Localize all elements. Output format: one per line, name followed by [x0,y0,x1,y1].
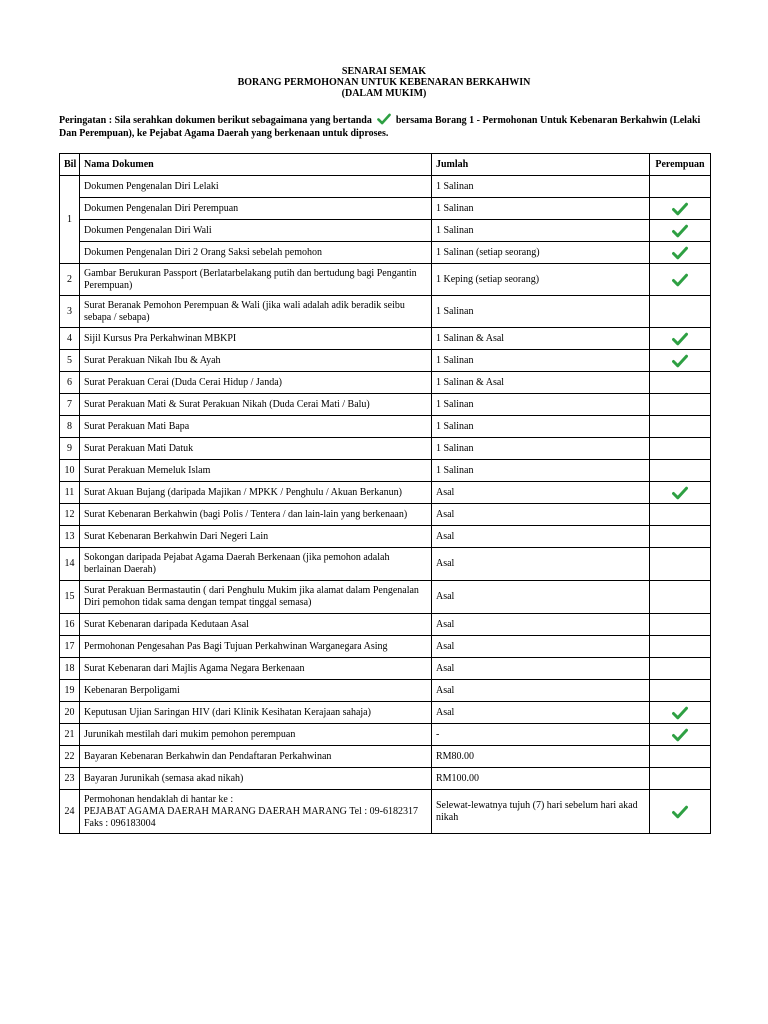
row-bil: 16 [60,614,80,636]
table-row [60,296,711,328]
table-body [60,176,711,834]
table-row [60,548,711,581]
table-row [60,460,711,482]
row-bil: 19 [60,680,80,702]
table-row [60,614,711,636]
check-icon [672,273,688,287]
row-document-name: Sokongan daripada Pejabat Agama Daerah Berkenaan (jika pemohon adalah berlainan Daerah) [80,548,432,581]
check-icon [377,113,391,125]
row-perempuan-cell [650,790,711,834]
table-row [60,372,711,394]
table-header-row [60,154,711,176]
table-row [60,350,711,372]
row-quantity: Selewat-lewatnya tujuh (7) hari sebelum hari akad nikah [432,790,650,834]
row-document-name: Permohonan hendaklah di hantar ke : PEJABAT AGAMA DAERAH MARANG DAERAH MARANG Tel : 09-6182317 Faks : 096183004 [80,790,432,834]
table-row [60,264,711,296]
row-bil: 1 [60,176,80,264]
row-perempuan-cell [650,198,711,220]
table-row [60,328,711,350]
row-quantity: 1 Salinan [432,350,650,372]
row-perempuan-cell [650,220,711,242]
row-perempuan-cell [650,768,711,790]
document-checklist-table [59,153,711,834]
table-row [60,581,711,614]
row-perempuan-cell [650,482,711,504]
row-document-name: Surat Kebenaran Berkahwin Dari Negeri Lain [80,526,432,548]
check-icon [672,486,688,500]
table-row [60,768,711,790]
table-row [60,790,711,834]
row-bil: 7 [60,394,80,416]
table-row [60,702,711,724]
row-bil: 3 [60,296,80,328]
row-perempuan-cell [650,526,711,548]
row-document-name: Dokumen Pengenalan Diri Perempuan [80,198,432,220]
row-document-name: Keputusan Ujian Saringan HIV (dari Klinik Kesihatan Kerajaan sahaja) [80,702,432,724]
row-document-name: Jurunikah mestilah dari mukim pemohon perempuan [80,724,432,746]
row-document-name: Dokumen Pengenalan Diri Lelaki [80,176,432,198]
title-line-3: (DALAM MUKIM) [341,88,427,99]
row-bil: 18 [60,658,80,680]
row-document-name: Surat Perakuan Mati Datuk [80,438,432,460]
row-bil: 2 [60,264,80,296]
table-row [60,416,711,438]
row-perempuan-cell [650,724,711,746]
row-quantity: Asal [432,658,650,680]
row-quantity: Asal [432,526,650,548]
row-quantity: Asal [432,680,650,702]
row-bil: 9 [60,438,80,460]
table-row [60,680,711,702]
row-bil: 20 [60,702,80,724]
row-perempuan-cell [650,680,711,702]
row-quantity: RM100.00 [432,768,650,790]
table-row [60,176,711,198]
row-document-name: Bayaran Jurunikah (semasa akad nikah) [80,768,432,790]
row-bil: 14 [60,548,80,581]
row-bil: 22 [60,746,80,768]
row-document-name: Surat Perakuan Cerai (Duda Cerai Hidup / Janda) [80,372,432,394]
row-perempuan-cell [650,658,711,680]
row-perempuan-cell [650,746,711,768]
title-line-1: SENARAI SEMAK [341,66,427,77]
table-row [60,636,711,658]
row-bil: 15 [60,581,80,614]
row-quantity: 1 Salinan [432,438,650,460]
table-row [60,242,711,264]
check-icon [672,706,688,720]
row-bil: 11 [60,482,80,504]
row-perempuan-cell [650,350,711,372]
row-perempuan-cell [650,504,711,526]
row-document-name: Gambar Berukuran Passport (Berlatarbelakang putih dan bertudung bagi Pengantin Perempuan) [80,264,432,296]
row-bil: 12 [60,504,80,526]
row-bil: 21 [60,724,80,746]
row-quantity: 1 Salinan [432,394,650,416]
row-document-name: Kebenaran Berpoligami [80,680,432,702]
row-document-name: Dokumen Pengenalan Diri 2 Orang Saksi sebelah pemohon [80,242,432,264]
row-quantity: 1 Salinan [432,296,650,328]
table-row [60,504,711,526]
check-icon [672,246,688,260]
row-quantity: Asal [432,581,650,614]
row-perempuan-cell [650,176,711,198]
row-quantity: 1 Salinan [432,220,650,242]
document-title [0,66,768,99]
column-header-bil: Bil [60,154,80,176]
table-row [60,394,711,416]
row-document-name: Surat Perakuan Bermastautin ( dari Penghulu Mukim jika alamat dalam Pengenalan Diri pemohon tidak sama dengan tempat tinggal semasa) [80,581,432,614]
table-row [60,526,711,548]
row-document-name: Surat Perakuan Mati Bapa [80,416,432,438]
table-row [60,746,711,768]
row-bil: 17 [60,636,80,658]
table-row [60,438,711,460]
row-quantity: 1 Salinan [432,416,650,438]
row-perempuan-cell [650,242,711,264]
table-row [60,482,711,504]
row-document-name: Sijil Kursus Pra Perkahwinan MBKPI [80,328,432,350]
row-perempuan-cell [650,394,711,416]
row-quantity: RM80.00 [432,746,650,768]
row-quantity: 1 Salinan (setiap seorang) [432,242,650,264]
row-quantity: Asal [432,636,650,658]
row-quantity: - [432,724,650,746]
check-icon [672,728,688,742]
column-header-nama-dokumen: Nama Dokumen [80,154,432,176]
row-perempuan-cell [650,372,711,394]
row-bil: 24 [60,790,80,834]
table-row [60,198,711,220]
row-document-name: Surat Perakuan Memeluk Islam [80,460,432,482]
row-quantity: 1 Salinan & Asal [432,372,650,394]
check-icon [672,224,688,238]
row-quantity: Asal [432,482,650,504]
check-icon [672,805,688,819]
row-bil: 8 [60,416,80,438]
row-perempuan-cell [650,438,711,460]
notice-part-1: Peringatan : Sila serahkan dokumen berikut sebagaimana yang bertanda [59,115,372,126]
row-quantity: 1 Salinan [432,460,650,482]
row-bil: 6 [60,372,80,394]
row-quantity: Asal [432,614,650,636]
row-document-name: Dokumen Pengenalan Diri Wali [80,220,432,242]
row-quantity: 1 Salinan [432,176,650,198]
row-bil: 23 [60,768,80,790]
row-document-name: Surat Perakuan Nikah Ibu & Ayah [80,350,432,372]
row-quantity: Asal [432,702,650,724]
notice-text [59,113,719,140]
row-quantity: 1 Keping (setiap seorang) [432,264,650,296]
row-perempuan-cell [650,636,711,658]
table-row [60,658,711,680]
row-bil: 10 [60,460,80,482]
row-perempuan-cell [650,581,711,614]
row-document-name: Surat Akuan Bujang (daripada Majikan / MPKK / Penghulu / Akuan Berkanun) [80,482,432,504]
row-quantity: Asal [432,548,650,581]
row-document-name: Surat Kebenaran dari Majlis Agama Negara Berkenaan [80,658,432,680]
title-line-2: BORANG PERMOHONAN UNTUK KEBENARAN BERKAHWIN [237,77,531,88]
check-icon [672,202,688,216]
check-icon [672,332,688,346]
row-quantity: 1 Salinan [432,198,650,220]
row-document-name: Permohonan Pengesahan Pas Bagi Tujuan Perkahwinan Warganegara Asing [80,636,432,658]
row-quantity: 1 Salinan & Asal [432,328,650,350]
column-header-perempuan: Perempuan [650,154,711,176]
row-bil: 13 [60,526,80,548]
row-document-name: Surat Kebenaran Berkahwin (bagi Polis / Tentera / dan lain-lain yang berkenaan) [80,504,432,526]
table-row [60,220,711,242]
row-quantity: Asal [432,504,650,526]
row-perempuan-cell [650,416,711,438]
row-document-name: Surat Kebenaran daripada Kedutaan Asal [80,614,432,636]
row-perempuan-cell [650,460,711,482]
row-perempuan-cell [650,264,711,296]
row-perempuan-cell [650,296,711,328]
table-row [60,724,711,746]
check-icon [672,354,688,368]
row-perempuan-cell [650,548,711,581]
row-document-name: Surat Beranak Pemohon Perempuan & Wali (jika wali adalah adik beradik seibu sebapa / sebapa) [80,296,432,328]
row-document-name: Surat Perakuan Mati & Surat Perakuan Nikah (Duda Cerai Mati / Balu) [80,394,432,416]
row-bil: 5 [60,350,80,372]
row-document-name: Bayaran Kebenaran Berkahwin dan Pendaftaran Perkahwinan [80,746,432,768]
column-header-jumlah: Jumlah [432,154,650,176]
row-bil: 4 [60,328,80,350]
row-perempuan-cell [650,702,711,724]
row-perempuan-cell [650,614,711,636]
row-perempuan-cell [650,328,711,350]
notice-part-2: bersama Borang 1 - Permohonan Untuk Kebenaran Berkahwin (Lelaki Dan Perempuan), ke Pejabat Agama Daerah yang berkenaan untuk diproses. [59,115,701,139]
